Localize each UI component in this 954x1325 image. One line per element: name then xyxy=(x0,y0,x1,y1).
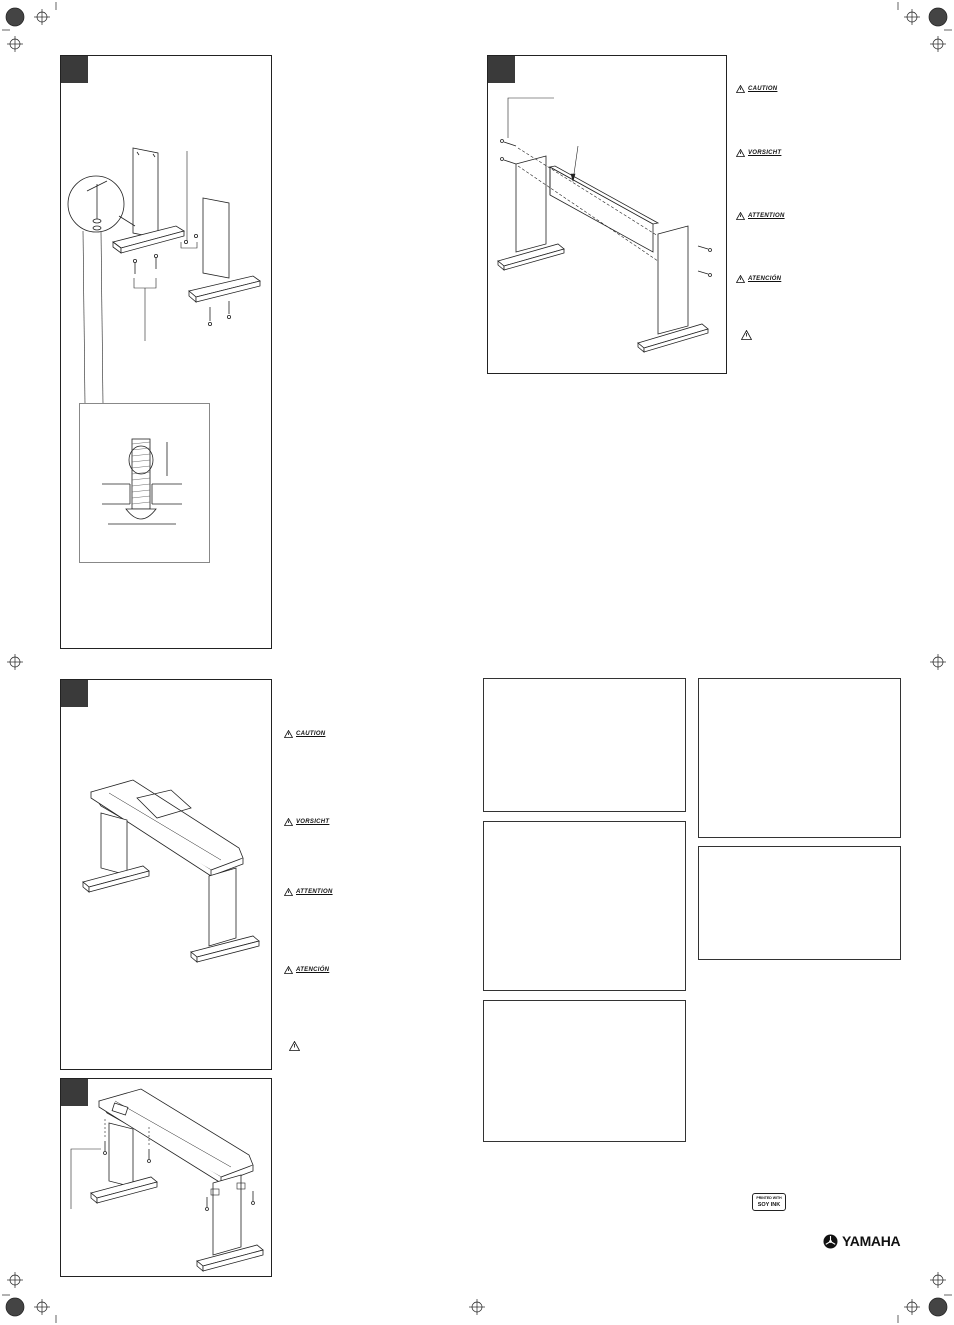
vorsicht-text: VORSICHT xyxy=(748,150,782,156)
screw-cross-section-icon xyxy=(80,404,211,564)
warning-triangle-icon xyxy=(289,1041,300,1051)
step-3-panel xyxy=(60,679,272,1070)
caution-label-es xyxy=(736,275,781,283)
text-box-1 xyxy=(483,678,686,812)
caution-label-fr-2 xyxy=(284,888,333,896)
keyboard-placement-illustration xyxy=(61,680,273,1071)
screw-detail-inset xyxy=(79,403,210,563)
soy-ink-badge xyxy=(752,1193,786,1211)
text-box-2 xyxy=(483,821,686,991)
step-1-panel xyxy=(60,55,272,649)
brand-name: YAMAHA xyxy=(842,1233,901,1249)
warning-triangle-icon xyxy=(736,149,745,157)
warning-triangle-icon xyxy=(284,888,293,896)
warning-triangle-icon xyxy=(284,818,293,826)
warning-triangle-icon xyxy=(736,212,745,220)
warning-triangle-icon xyxy=(736,275,745,283)
soy-ink-main-text: SOY INK xyxy=(757,1202,781,1208)
text-box-5 xyxy=(698,846,901,960)
warning-triangle-icon xyxy=(284,966,293,974)
text-box-4 xyxy=(698,678,901,838)
crossbar-assembly-illustration xyxy=(488,56,728,375)
keyboard-fastening-illustration xyxy=(61,1079,273,1278)
caution-label-fr xyxy=(736,212,785,220)
attention-text: ATTENTION xyxy=(296,889,333,895)
text-box-3 xyxy=(483,1000,686,1142)
warning-triangle-icon xyxy=(736,85,745,93)
step-2-panel xyxy=(487,55,727,374)
atencion-text: ATENCIÓN xyxy=(296,967,330,973)
caution-label-es-2 xyxy=(284,966,329,974)
tuning-fork-emblem-icon xyxy=(823,1234,838,1249)
caution-label-en xyxy=(736,85,777,93)
warning-triangle-icon xyxy=(284,730,293,738)
yamaha-logo xyxy=(823,1233,900,1249)
caution-label-de-2 xyxy=(284,818,329,826)
atencion-text: ATENCIÓN xyxy=(748,276,782,282)
attention-text: ATTENTION xyxy=(748,213,785,219)
warning-triangle-icon xyxy=(741,330,752,340)
caution-text: CAUTION xyxy=(748,86,778,92)
caution-label-de xyxy=(736,149,781,157)
soy-ink-top-text: PRINTED WITH xyxy=(756,1196,782,1200)
caution-text: CAUTION xyxy=(296,731,326,737)
vorsicht-text: VORSICHT xyxy=(296,819,330,825)
caution-label-en-2 xyxy=(284,730,325,738)
step-4-panel xyxy=(60,1078,272,1277)
